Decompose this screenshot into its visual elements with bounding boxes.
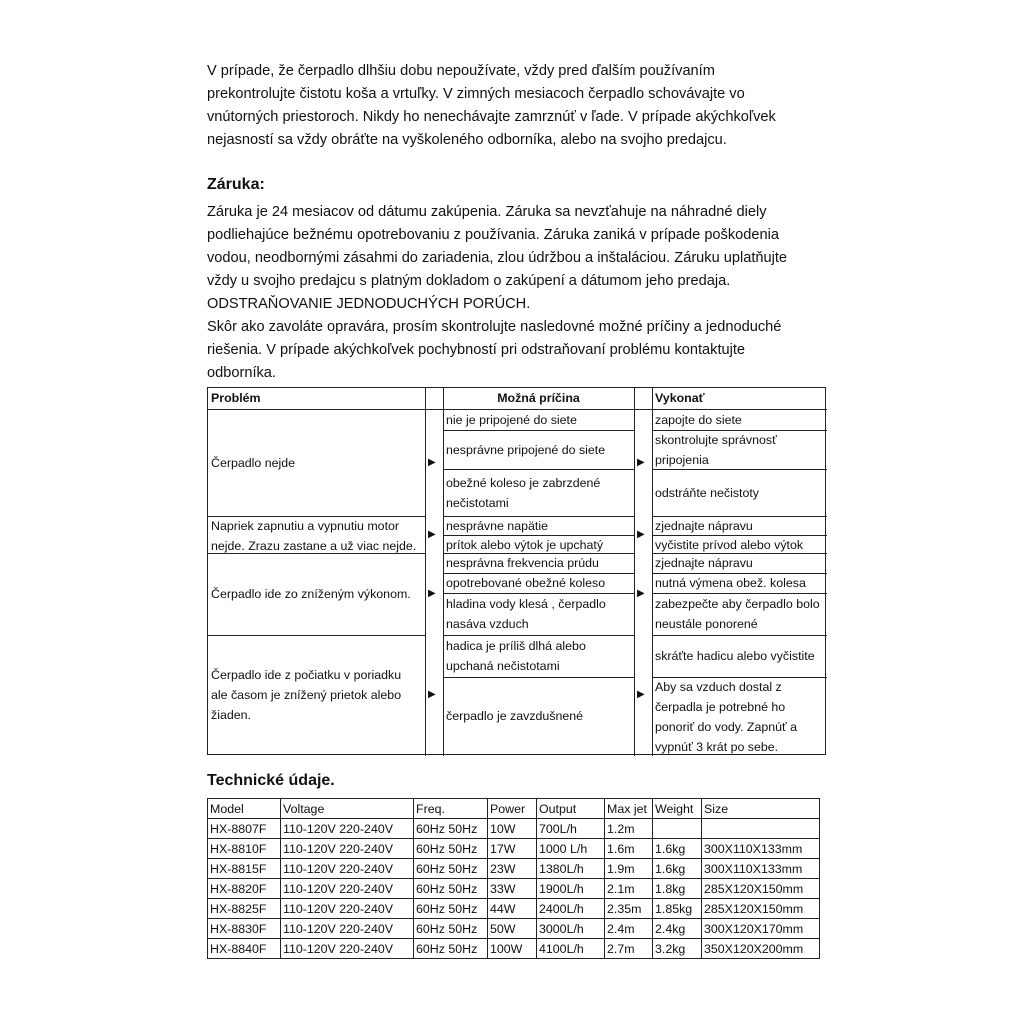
specs-column-header: Freq. (414, 799, 488, 819)
specs-cell: 2.7m (605, 939, 653, 959)
specs-cell: HX-8820F (208, 879, 281, 899)
cause-cell-line: opotrebované obežné koleso (446, 576, 606, 590)
specs-cell: 60Hz 50Hz (414, 839, 488, 859)
specs-cell: 23W (488, 859, 537, 879)
header-problem: Problém (211, 391, 261, 405)
specs-cell: 285X120X150mm (702, 879, 820, 899)
table-row (208, 879, 820, 899)
table-row (208, 899, 820, 919)
table-rule (443, 430, 634, 431)
specs-cell (653, 819, 702, 839)
intro-line: prekontrolujte čistotu koša a vrtuľky. V zimných mesiacoch čerpadlo schovávajte vo (207, 86, 745, 102)
action-cell-line: zabezpečte aby čerpadlo bolo (655, 597, 820, 611)
action-cell-line: ponoriť do vody. Zapnúť a (655, 720, 798, 734)
table-row (208, 839, 820, 859)
table-rule (652, 635, 827, 636)
action-cell (655, 516, 825, 536)
specs-cell: 17W (488, 839, 537, 859)
cause-cell-line: nesprávne napätie (446, 519, 548, 533)
specs-cell: HX-8807F (208, 819, 281, 839)
cause-cell (446, 706, 632, 726)
intro-paragraph (207, 60, 827, 152)
problem-cell-line: žiaden. (211, 708, 251, 722)
cause-cell-line: nečistotami (446, 495, 509, 510)
specs-column-header: Power (488, 799, 537, 819)
specs-cell: HX-8840F (208, 939, 281, 959)
table-rule (634, 388, 635, 756)
table-rule (425, 388, 426, 756)
cause-cell-line: nesprávne pripojené do siete (446, 442, 606, 457)
specs-cell: 1.2m (605, 819, 653, 839)
problem-cell (211, 584, 423, 604)
action-cell (655, 410, 825, 430)
action-cell (655, 646, 825, 666)
action-cell-line: Aby sa vzduch dostal z (655, 680, 782, 694)
specs-cell: 1900L/h (537, 879, 605, 899)
specs-cell: 2400L/h (537, 899, 605, 919)
arrow-icon: ▶ (637, 588, 645, 599)
problem-cell-line: Čerpadlo ide zo zníženým výkonom. (211, 587, 411, 601)
action-cell-line: skráťte hadicu alebo vyčistite (655, 649, 815, 663)
cause-cell (446, 410, 632, 430)
specs-column-header: Weight (653, 799, 702, 819)
warranty-line: vodou, neodbornými zásahmi do zariadenia, zlou údržbou a inštaláciou. Záruku uplatňujte (207, 250, 788, 266)
intro-line: vnútorných priestoroch. Nikdy ho nenechávajte zamrznúť v ľade. V prípade akýchkoľvek (207, 109, 776, 125)
specs-cell: 33W (488, 879, 537, 899)
cause-cell-line: prítok alebo výtok je upchatý (446, 538, 604, 552)
warranty-line: Záruka je 24 mesiacov od dátumu zakúpenia. Záruka sa nevzťahuje na náhradné diely (207, 204, 767, 220)
intro-line: V prípade, že čerpadlo dlhšiu dobu nepoužívate, vždy pred ďalším používaním (207, 63, 715, 79)
specs-cell: 4100L/h (537, 939, 605, 959)
action-cell-line: pripojenia (655, 453, 709, 467)
warranty-line: Skôr ako zavoláte opravára, prosím skontrolujte nasledovné možné príčiny a jednoduché (207, 319, 782, 335)
header-action: Vykonať (655, 391, 705, 405)
table-rule (443, 388, 444, 756)
action-cell-line: vyčistite prívod alebo výtok (655, 538, 804, 552)
arrow-icon: ▶ (428, 689, 436, 700)
specs-cell: 1.9m (605, 859, 653, 879)
specs-cell: 110-120V 220-240V (281, 899, 414, 919)
cause-cell-line: upchaná nečistotami (446, 659, 560, 673)
action-cell (655, 573, 825, 593)
cause-cell (446, 573, 632, 593)
specs-cell: HX-8830F (208, 919, 281, 939)
specs-cell: 110-120V 220-240V (281, 819, 414, 839)
problem-cell (211, 453, 423, 473)
warranty-heading: Záruka: (207, 176, 265, 193)
action-cell-line: čerpadla je potrebné ho (655, 700, 786, 714)
technical-heading: Technické údaje. (207, 772, 335, 789)
specs-cell: 44W (488, 899, 537, 919)
specs-column-header: Voltage (281, 799, 414, 819)
action-cell-line: neustále ponorené (655, 617, 758, 631)
specs-column-header: Output (537, 799, 605, 819)
arrow-icon: ▶ (428, 456, 436, 468)
specs-cell: 2.1m (605, 879, 653, 899)
specs-cell: 300X120X170mm (702, 919, 820, 939)
cause-cell-line: nasáva vzduch (446, 617, 529, 631)
intro-line: nejasností sa vždy obráťte na vyškoleného odborníka, alebo na svojho predajcu. (207, 132, 727, 148)
action-cell-line: zjednajte nápravu (655, 519, 753, 533)
problem-cell-line: nejde. Zrazu zastane a už viac nejde. (211, 539, 417, 553)
arrow-icon: ▶ (637, 456, 645, 468)
cause-cell-line: obežné koleso je zabrzdené (446, 475, 601, 490)
specs-column-header: Size (702, 799, 820, 819)
troubleshooting-table (207, 387, 826, 755)
cause-cell-line: hladina vody klesá , čerpadlo (446, 597, 606, 611)
specs-cell: 3000L/h (537, 919, 605, 939)
specs-cell: 285X120X150mm (702, 899, 820, 919)
specs-cell: 350X120X200mm (702, 939, 820, 959)
action-cell (655, 677, 825, 757)
table-rule (652, 469, 827, 470)
cause-cell (446, 440, 632, 460)
specs-cell: 1.8kg (653, 879, 702, 899)
header-cause: Možná príčina (497, 391, 580, 405)
problem-cell-line: ale časom je znížený prietok alebo (211, 688, 402, 702)
specs-cell: 2.4kg (653, 919, 702, 939)
specs-cell: HX-8825F (208, 899, 281, 919)
action-cell (655, 430, 825, 470)
specs-column-header: Model (208, 799, 281, 819)
specs-cell: 60Hz 50Hz (414, 939, 488, 959)
specs-cell (702, 819, 820, 839)
table-row (208, 859, 820, 879)
action-cell (655, 483, 825, 503)
problem-cell-line: Napriek zapnutiu a vypnutiu motor (211, 519, 400, 533)
cause-cell (446, 516, 632, 536)
warranty-paragraph (207, 201, 827, 385)
action-cell-line: skontrolujte správnosť (655, 433, 777, 447)
table-row (208, 919, 820, 939)
cause-cell-line: čerpadlo je zavzdušnené (446, 709, 584, 723)
problem-cell (211, 516, 423, 556)
table-rule (443, 469, 634, 470)
specs-body (208, 819, 820, 959)
specs-column-header: Max jet (605, 799, 653, 819)
technical-specs-table (207, 798, 820, 959)
action-cell-line: odstráňte nečistoty (655, 485, 760, 500)
specs-cell: 300X110X133mm (702, 859, 820, 879)
specs-cell: 300X110X133mm (702, 839, 820, 859)
specs-cell: 110-120V 220-240V (281, 939, 414, 959)
table-rule (208, 635, 425, 636)
table-rule (652, 388, 653, 756)
warranty-line: riešenia. V prípade akýchkoľvek pochybností pri odstraňovaní problému kontaktujte (207, 342, 746, 358)
problem-cell (211, 665, 423, 725)
cause-cell-line: hadica je príliš dlhá alebo (446, 639, 586, 653)
action-cell-line: zapojte do siete (655, 412, 742, 427)
specs-cell: 110-120V 220-240V (281, 839, 414, 859)
cause-cell-line: nie je pripojené do siete (446, 412, 577, 427)
problem-cell-line: Čerpadlo ide z počiatku v poriadku (211, 668, 402, 682)
table-row (208, 939, 820, 959)
specs-cell: 700L/h (537, 819, 605, 839)
table-rule (443, 677, 634, 678)
arrow-icon: ▶ (428, 588, 436, 599)
specs-cell: HX-8810F (208, 839, 281, 859)
cause-cell (446, 553, 632, 573)
specs-cell: 60Hz 50Hz (414, 879, 488, 899)
warranty-line: vždy u svojho predajcu s platným dokladom o zakúpení a dátumom jeho predaja. (207, 273, 731, 289)
specs-cell: HX-8815F (208, 859, 281, 879)
problem-cell-line: Čerpadlo nejde (211, 455, 296, 470)
specs-cell: 60Hz 50Hz (414, 899, 488, 919)
specs-cell: 1.85kg (653, 899, 702, 919)
specs-cell: 100W (488, 939, 537, 959)
specs-cell: 110-120V 220-240V (281, 859, 414, 879)
specs-cell: 60Hz 50Hz (414, 859, 488, 879)
action-cell-line: zjednajte nápravu (655, 556, 753, 570)
cause-cell (446, 594, 632, 634)
specs-cell: 1.6m (605, 839, 653, 859)
specs-cell: 2.35m (605, 899, 653, 919)
action-cell-line: vypnúť 3 krát po sebe. (655, 740, 779, 754)
specs-cell: 50W (488, 919, 537, 939)
cause-cell (446, 636, 632, 676)
warranty-line: podliehajúce bežnému opotrebovaniu z používania. Záruka zaniká v prípade poškodenia (207, 227, 779, 243)
action-cell (655, 594, 825, 634)
specs-cell: 1.6kg (653, 839, 702, 859)
specs-cell: 1380L/h (537, 859, 605, 879)
cause-cell (446, 473, 632, 513)
specs-cell: 10W (488, 819, 537, 839)
cause-cell (446, 535, 632, 555)
warranty-line: ODSTRAŇOVANIE JEDNODUCHÝCH PORÚCH. (207, 296, 531, 312)
specs-header-row (208, 799, 820, 819)
specs-cell: 110-120V 220-240V (281, 919, 414, 939)
specs-cell: 2.4m (605, 919, 653, 939)
table-rule (208, 553, 425, 554)
action-cell (655, 553, 825, 573)
cause-cell-line: nesprávna frekvencia prúdu (446, 556, 599, 570)
specs-cell: 1.6kg (653, 859, 702, 879)
specs-cell: 3.2kg (653, 939, 702, 959)
table-row (208, 819, 820, 839)
specs-cell: 110-120V 220-240V (281, 879, 414, 899)
warranty-line: odborníka. (207, 365, 276, 381)
arrow-icon: ▶ (428, 528, 436, 540)
arrow-icon: ▶ (637, 528, 645, 540)
action-cell (655, 535, 825, 555)
specs-cell: 60Hz 50Hz (414, 919, 488, 939)
specs-cell: 1000 L/h (537, 839, 605, 859)
specs-cell: 60Hz 50Hz (414, 819, 488, 839)
action-cell-line: nutná výmena obež. kolesa (655, 576, 806, 590)
arrow-icon: ▶ (637, 689, 645, 700)
